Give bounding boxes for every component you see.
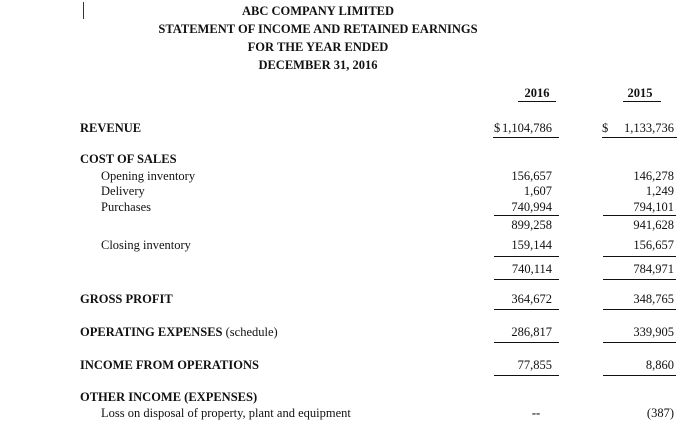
loss-disposal-2015: (387) (646, 406, 674, 420)
delivery-2016: 1,607 (523, 184, 552, 198)
company-name: ABC COMPANY LIMITED (241, 4, 395, 18)
income-from-operations-2016-rule (494, 375, 559, 376)
purchases-label: Purchases (101, 200, 151, 214)
purchases-2015-rule (603, 215, 676, 216)
cost-total-2016-rule (494, 279, 559, 280)
operating-expenses-note: (schedule) (225, 325, 278, 339)
gross-profit-2015-rule (603, 309, 676, 310)
purchases-2016: 740,994 (511, 200, 552, 214)
opening-inventory-2015: 146,278 (633, 169, 674, 183)
opening-inventory-label: Opening inventory (101, 169, 196, 183)
other-income-label: OTHER INCOME (EXPENSES) (80, 390, 258, 404)
gross-profit-2016-rule (494, 309, 559, 310)
column-header-2016-underline (518, 101, 556, 102)
income-from-operations-2015: 8,860 (645, 358, 674, 372)
operating-expenses-2016: 286,817 (511, 325, 552, 339)
statement-title: STATEMENT OF INCOME AND RETAINED EARNINGS (158, 22, 478, 36)
operating-expenses-2015: 339,905 (633, 325, 674, 339)
cost-of-sales-label: COST OF SALES (80, 152, 177, 166)
gross-profit-label: GROSS PROFIT (80, 292, 173, 306)
loss-disposal-2016: -- (531, 406, 541, 420)
revenue-2015-dollar: $ (602, 121, 609, 135)
revenue-2015-rule (602, 137, 677, 138)
delivery-label: Delivery (101, 184, 145, 198)
column-header-2016: 2016 (524, 86, 550, 100)
cost-subtotal-2015: 941,628 (633, 218, 674, 232)
statement-date: DECEMBER 31, 2016 (258, 58, 378, 72)
operating-expenses-2016-rule (494, 342, 559, 343)
column-header-2015: 2015 (627, 86, 653, 100)
operating-expenses-title: OPERATING EXPENSES (80, 325, 223, 339)
revenue-2015-value: 1,133,736 (624, 121, 674, 135)
closing-inventory-label: Closing inventory (101, 238, 191, 252)
income-from-operations-2016: 77,855 (517, 358, 552, 372)
income-from-operations-2015-rule (603, 375, 676, 376)
closing-inventory-2015: 156,657 (633, 238, 674, 252)
purchases-2016-rule (494, 215, 559, 216)
column-header-2015-underline (623, 101, 661, 102)
closing-inventory-2016-rule (494, 256, 559, 257)
cost-total-2015-rule (603, 279, 676, 280)
operating-expenses-2015-rule (603, 342, 676, 343)
opening-inventory-2016: 156,657 (511, 169, 552, 183)
cost-total-2016: 740,114 (511, 262, 552, 276)
gross-profit-2015: 348,765 (633, 292, 674, 306)
purchases-2015: 794,101 (633, 200, 674, 214)
cost-total-2015: 784,971 (633, 262, 674, 276)
loss-disposal-label: Loss on disposal of property, plant and equipment (101, 406, 351, 420)
gross-profit-2016: 364,672 (511, 292, 552, 306)
revenue-2016-value: 1,104,786 (502, 121, 552, 135)
closing-inventory-2015-rule (603, 256, 676, 257)
closing-inventory-2016: 159,144 (511, 238, 552, 252)
operating-expenses-label (80, 325, 278, 340)
delivery-2015: 1,249 (645, 184, 674, 198)
revenue-2016-rule (493, 137, 559, 138)
revenue-label: REVENUE (80, 121, 142, 135)
statement-period: FOR THE YEAR ENDED (247, 40, 389, 54)
income-from-operations-label: INCOME FROM OPERATIONS (80, 358, 259, 372)
revenue-2016-dollar: $ (494, 121, 501, 135)
cost-subtotal-2016: 899,258 (511, 218, 552, 232)
